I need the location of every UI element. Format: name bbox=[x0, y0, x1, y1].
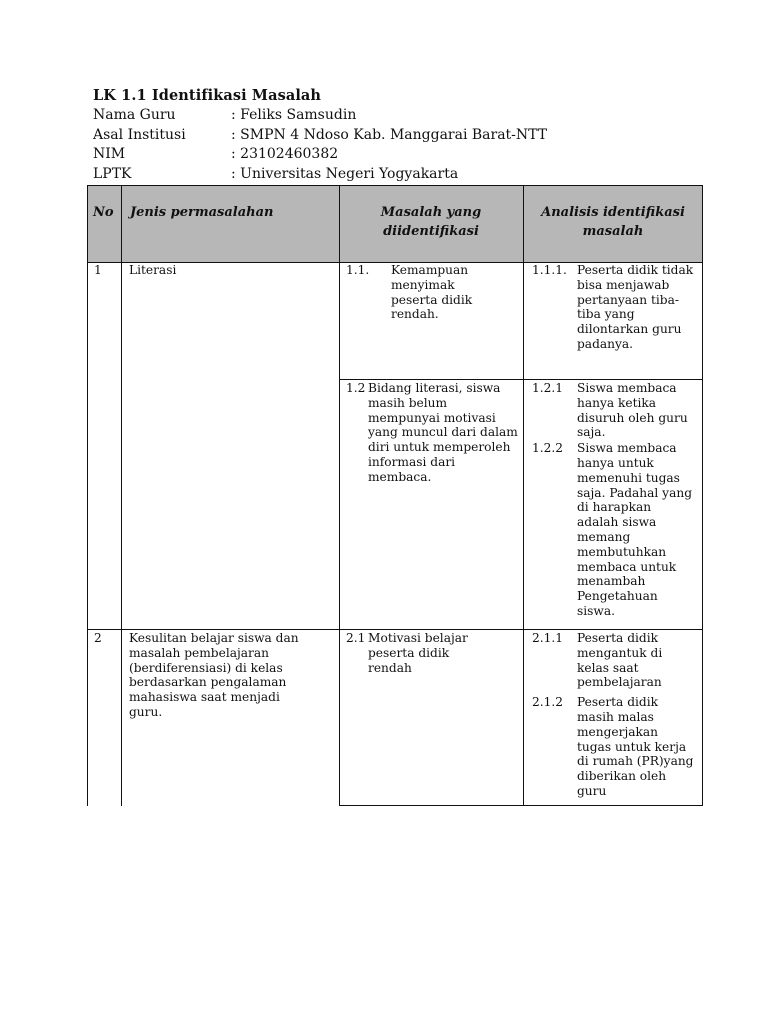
identification-table bbox=[87, 185, 703, 806]
item-text: Peserta didik masih malas mengerjakan tugas untuk kerja di rumah (PR)yang diberikan oleh guru bbox=[577, 695, 694, 798]
meta-row-nim bbox=[93, 145, 547, 165]
item-text: Peserta didik mengantuk di kelas saat pembelajaran bbox=[577, 631, 663, 690]
item-number: 1.2.1 bbox=[532, 381, 564, 395]
meta-label: NIM bbox=[93, 146, 126, 162]
item-number: 1.1.1. bbox=[532, 263, 567, 277]
row2-jenis: Kesulitan belajar siswa dan masalah pembelajaran (berdiferensiasi) di kelas berdasarkan pengalaman mahasiswa saat menjadi guru. bbox=[129, 631, 299, 719]
header-analisis: Analisis identifikasi masalah bbox=[541, 205, 685, 239]
item-text: Siswa membaca hanya untuk memenuhi tugas saja. Padahal yang di harapkan adalah siswa memang membutuhkan membaca untuk menambah Pengetahuan siswa. bbox=[577, 441, 692, 618]
meta-label: Asal Institusi bbox=[93, 126, 186, 143]
row1-no: 1 bbox=[94, 263, 102, 277]
item-text: Peserta didik tidak bisa menjawab pertanyaan tiba-tiba yang dilontarkan guru padanya. bbox=[577, 263, 694, 351]
table-border-left bbox=[87, 185, 88, 806]
item-text: Bidang literasi, siswa masih belum mempunyai motivasi yang muncul dari dalam diri untuk memperoleh informasi dari membaca. bbox=[368, 381, 518, 484]
row1-masalah-2 bbox=[346, 381, 521, 485]
item-number: 1.2.2 bbox=[532, 441, 564, 456]
item-text: Kemampuan menyimak peserta didik rendah. bbox=[391, 263, 473, 322]
row2-no: 2 bbox=[94, 631, 102, 645]
row1-analisis-1 bbox=[532, 263, 700, 352]
meta-value: : 23102460382 bbox=[231, 146, 339, 162]
table-border-right bbox=[702, 185, 703, 806]
meta-row-lptk bbox=[93, 165, 547, 185]
header-masalah: Masalah yang diidentifikasi bbox=[380, 205, 482, 239]
row1-analisis-2 bbox=[532, 381, 700, 619]
header-jenis: Jenis permasalahan bbox=[130, 205, 274, 220]
column-divider-no bbox=[121, 185, 122, 806]
table-border-top bbox=[87, 185, 703, 186]
row2-masalah-1 bbox=[346, 631, 521, 675]
meta-row-nama-guru bbox=[93, 106, 547, 126]
identity-block bbox=[93, 106, 547, 184]
item-number: 2.1 bbox=[346, 631, 366, 645]
row1-jenis: Literasi bbox=[129, 263, 177, 277]
item-number: 1.1. bbox=[346, 263, 370, 277]
row1-masalah-1 bbox=[346, 263, 521, 322]
item-text: Siswa membaca hanya ketika disuruh oleh guru saja. bbox=[577, 381, 688, 440]
header-no: No bbox=[93, 205, 114, 220]
item-number: 2.1.1 bbox=[532, 631, 564, 645]
column-divider-jenis bbox=[339, 185, 340, 806]
item-text: Motivasi belajar peserta didik rendah bbox=[368, 631, 468, 675]
row1-subdivider bbox=[339, 379, 703, 380]
item-number: 1.2 bbox=[346, 381, 366, 395]
meta-label: Nama Guru bbox=[93, 107, 176, 123]
column-divider-masalah bbox=[523, 185, 524, 806]
meta-value: : Universitas Negeri Yogyakarta bbox=[231, 165, 459, 182]
row2-analisis bbox=[532, 631, 700, 799]
meta-value: : SMPN 4 Ndoso Kab. Manggarai Barat-NTT bbox=[231, 126, 548, 143]
item-number: 2.1.2 bbox=[532, 695, 564, 710]
meta-row-asal-institusi bbox=[93, 126, 547, 146]
table-border-bottom bbox=[339, 805, 703, 806]
document-title: LK 1.1 Identifikasi Masalah bbox=[93, 87, 322, 104]
row-divider bbox=[87, 629, 703, 630]
meta-label: LPTK bbox=[93, 165, 132, 182]
meta-value: : Feliks Samsudin bbox=[231, 107, 357, 123]
